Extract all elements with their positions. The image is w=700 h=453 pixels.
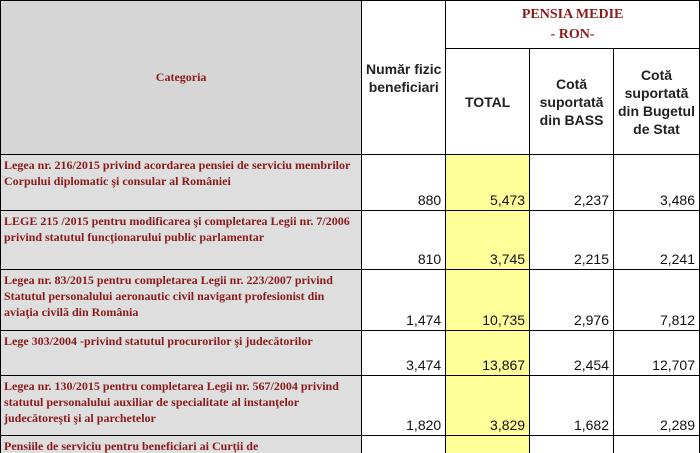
header-average-pension[interactable] — [446, 1, 700, 49]
state-budget-cell[interactable]: 2,241 — [614, 211, 700, 270]
category-cell[interactable]: Legea nr. 83/2015 pentru completarea Legii nr. 223/2007 privind Statutul personalului aeronautic civil navigant profesionist din aviaţia civilă din România — [1, 270, 362, 331]
beneficiaries-cell[interactable]: 3,474 — [362, 331, 446, 376]
header-total[interactable]: TOTAL — [446, 49, 530, 155]
beneficiaries-cell[interactable] — [362, 436, 446, 453]
bass-cell[interactable]: 2,976 — [530, 270, 614, 331]
bass-cell[interactable]: 2,454 — [530, 331, 614, 376]
state-budget-cell[interactable] — [614, 436, 700, 453]
category-cell[interactable]: Legea nr. 216/2015 privind acordarea pensiei de serviciu membrilor Corpului diplomatic şi consular al României — [1, 155, 362, 211]
total-cell[interactable] — [446, 436, 530, 453]
table-row — [1, 155, 700, 211]
header-state-budget[interactable]: Cotă suportată din Bugetul de Stat — [614, 49, 700, 155]
category-cell[interactable]: Legea nr. 130/2015 pentru completarea Legii nr. 567/2004 privind statutul personalului auxiliar de specialitate al instanţelor judecătoreşti şi al parchetelor — [1, 376, 362, 436]
header-category[interactable]: Categoria — [1, 1, 362, 155]
state-budget-cell[interactable]: 7,812 — [614, 270, 700, 331]
total-cell[interactable]: 3,745 — [446, 211, 530, 270]
header-beneficiaries[interactable]: Număr fizic beneficiari — [362, 1, 446, 155]
header-bass[interactable]: Cotă suportată din BASS — [530, 49, 614, 155]
state-budget-cell[interactable]: 2,289 — [614, 376, 700, 436]
bass-cell[interactable]: 2,215 — [530, 211, 614, 270]
average-pension-title: PENSIA MEDIE — [521, 6, 624, 22]
beneficiaries-cell[interactable]: 880 — [362, 155, 446, 211]
bass-cell[interactable]: 2,237 — [530, 155, 614, 211]
bass-cell[interactable] — [530, 436, 614, 453]
table-row — [1, 376, 700, 436]
state-budget-cell[interactable]: 3,486 — [614, 155, 700, 211]
total-cell[interactable]: 10,735 — [446, 270, 530, 331]
state-budget-cell[interactable]: 12,707 — [614, 331, 700, 376]
category-cell[interactable]: LEGE 215 /2015 pentru modificarea şi completarea Legii nr. 7/2006 privind statutul funcţionarului public parlamentar — [1, 211, 362, 270]
currency-label: - RON- — [550, 26, 595, 42]
beneficiaries-cell[interactable]: 810 — [362, 211, 446, 270]
table-row — [1, 331, 700, 376]
total-cell[interactable]: 5,473 — [446, 155, 530, 211]
category-cell[interactable]: Pensiile de serviciu pentru beneficiari ai Curţii de — [1, 436, 362, 453]
total-cell[interactable]: 13,867 — [446, 331, 530, 376]
table-row — [1, 211, 700, 270]
bass-cell[interactable]: 1,682 — [530, 376, 614, 436]
beneficiaries-cell[interactable]: 1,474 — [362, 270, 446, 331]
beneficiaries-cell[interactable]: 1,820 — [362, 376, 446, 436]
category-cell[interactable]: Lege 303/2004 -privind statutul procurorilor şi judecătorilor — [1, 331, 362, 376]
table-row — [1, 436, 700, 453]
table-row — [1, 270, 700, 331]
total-cell[interactable]: 3,829 — [446, 376, 530, 436]
